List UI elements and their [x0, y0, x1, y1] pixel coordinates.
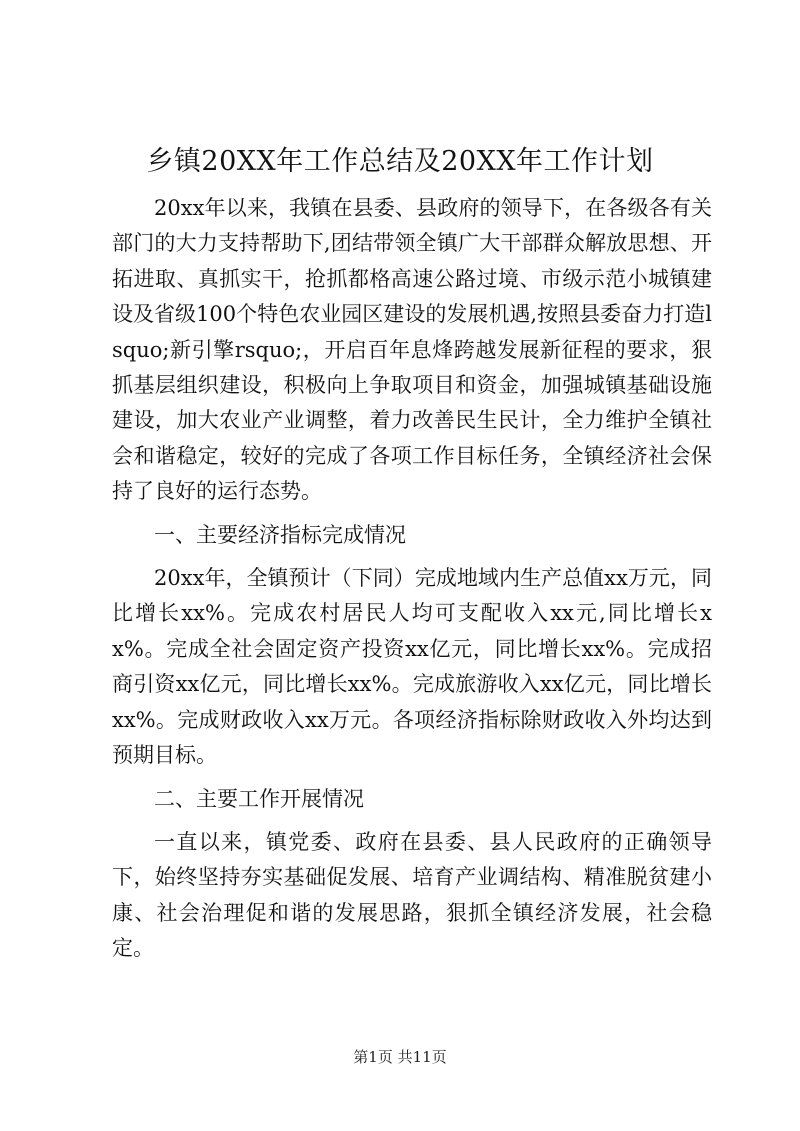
document-title: 乡镇20XX年工作总结及20XX年工作计划	[146, 146, 654, 177]
main-work-paragraph: 一直以来，镇党委、政府在县委、县人民政府的正确领导下，始终坚持夯实基础促发展、培育产业调结构、精准脱贫建小康、社会治理促和谐的发展思路，狠抓全镇经济发展，社会稳定。	[112, 829, 712, 961]
section-heading-economic-indicators: 一、主要经济指标完成情况	[154, 522, 406, 547]
page-number-footer: 第1页 共11页	[353, 1048, 447, 1066]
intro-paragraph: 20xx年以来，我镇在县委、县政府的领导下，在各级各有关部门的大力支持帮助下,团结带领全镇广大干部群众解放思想、开拓进取、真抓实干，抢抓都格高速公路过境、市级示范小城镇建设及省级100个特色农业园区建设的发展机遇,按照县委奋力打造lsquo;新引擎rsquo;，开启百年息烽跨越发展新征程的要求，狠抓基层组织建设，积极向上争取项目和资金，加强城镇基础设施建设，加大农业产业调整，着力改善民生民计，全力维护全镇社会和谐稳定，较好的完成了各项工作目标任务，全镇经济社会保持了良好的运行态势。	[112, 196, 712, 504]
economic-indicators-paragraph: 20xx年，全镇预计（下同）完成地域内生产总值xx万元，同比增长xx%。完成农村居民人均可支配收入xx元,同比增长xx%。完成全社会固定资产投资xx亿元，同比增长xx%。完成招商引资xx亿元，同比增长xx%。完成旅游收入xx亿元，同比增长xx%。完成财政收入xx万元。各项经济指标除财政收入外均达到预期目标。	[112, 566, 712, 768]
document-body	[112, 191, 712, 967]
section-heading-main-work: 二、主要工作开展情况	[154, 786, 364, 811]
